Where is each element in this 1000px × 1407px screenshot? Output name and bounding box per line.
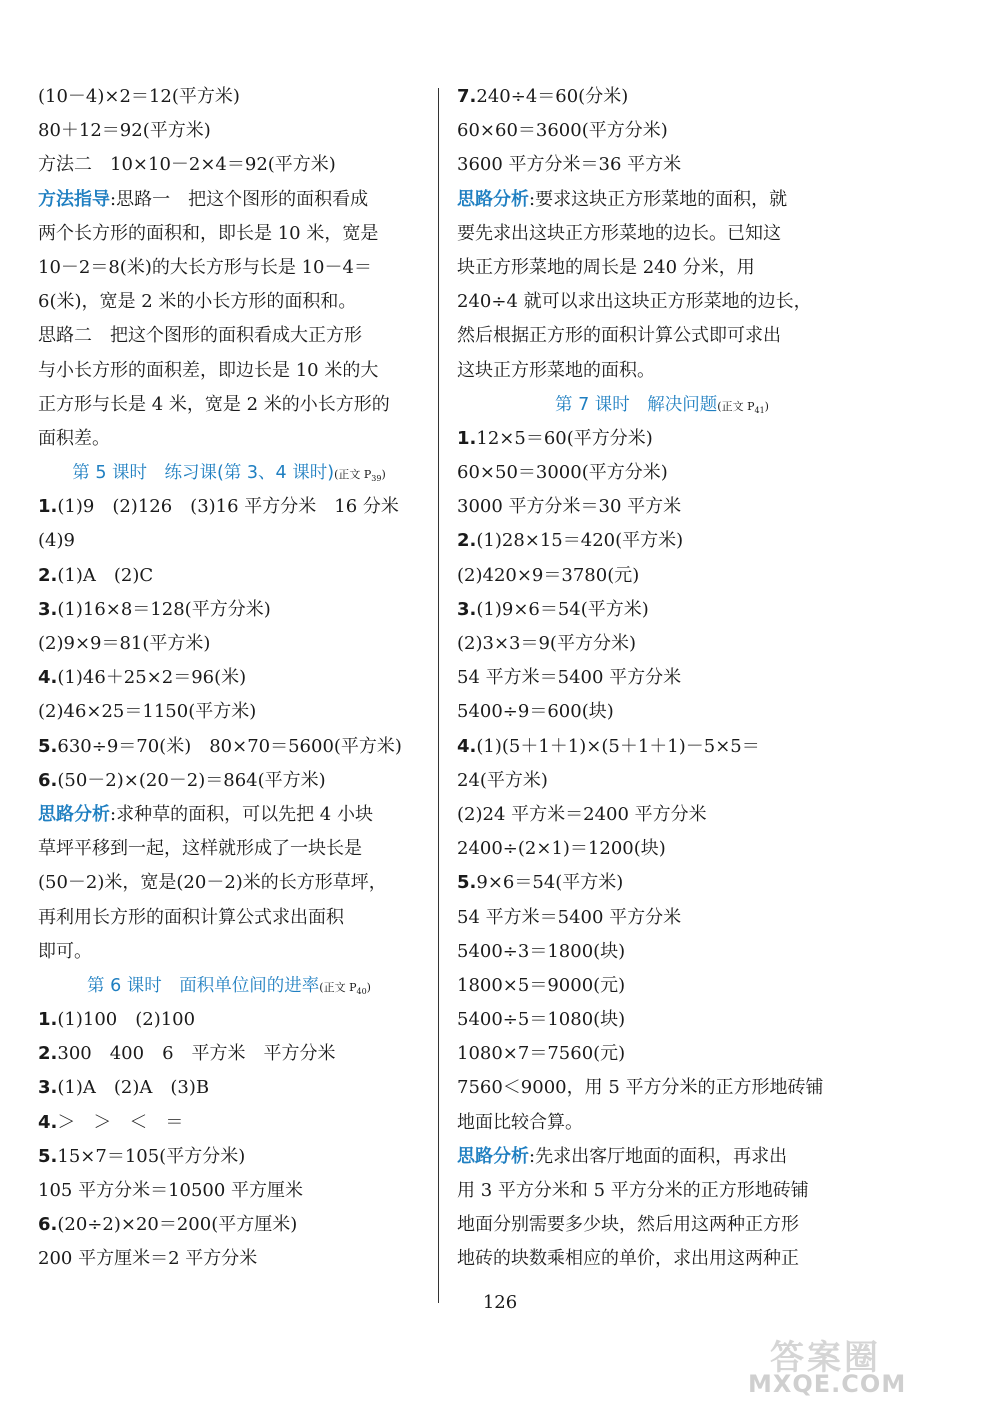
text-line: 24(平方米) [457,769,548,791]
text-line: 思路二 把这个图形的面积看成大正方形 [38,325,362,347]
answer-line [457,866,867,900]
analysis-text: :要求这块正方形菜地的面积，就 [529,188,788,210]
text-line: 地面比较合算。 [457,1111,583,1133]
answer-text: ＞ ＞ ＜ ＝ [57,1111,184,1133]
text-line: 6(米)，宽是 2 米的小长方形的面积和。 [38,291,357,313]
analysis-tag: 方法指导 [38,188,110,210]
analysis-text: :先求出客厅地面的面积，再求出 [529,1145,788,1167]
lesson-title: 第 7 课时 解决问题 [555,394,718,415]
page-number: 126 [482,1292,518,1313]
textbook-page-ref [334,468,386,484]
answer-text: (20÷2)×20＝200(平方厘米) [57,1214,298,1236]
answer-text: (1)9 (2)126 (3)16 平方分米 16 分米 [57,496,399,518]
answer-line [457,422,867,456]
text-line: 然后根据正方形的面积计算公式即可求出 [457,325,781,347]
watermark-logo [730,1330,990,1400]
answer-line [38,593,420,627]
text-line: (2)3×3＝9(平方分米) [457,633,636,654]
answer-line [38,730,420,764]
question-number: 1. [38,1009,58,1031]
ref-suffix: ) [764,399,769,413]
text-line: 要先求出这块正方形菜地的边长。已知这 [457,222,781,244]
text-line: 7560＜9000，用 5 平方分米的正方形地砖铺 [457,1077,824,1099]
text-line: 地面分别需要多少块，然后用这两种正方形 [457,1214,799,1236]
text-line: 这块正方形菜地的面积。 [457,359,655,381]
text-line: 面积差。 [38,427,110,449]
text-line: 3600 平方分米＝36 平方米 [457,154,682,176]
answer-text: (1)16×8＝128(平方分米) [57,598,271,620]
answer-line [38,490,420,524]
column-divider [438,88,439,1303]
text-line: 再利用长方形的面积计算公式求出面积 [38,906,344,928]
textbook-page-ref [319,980,371,997]
question-number: 4. [457,735,477,757]
lesson-title: 第 5 课时 练习课(第 3、4 课时) [72,463,335,484]
lesson-heading [38,969,420,1003]
question-number: 5. [38,735,58,757]
lesson-heading [457,388,867,422]
analysis-tag: 思路分析 [457,1145,529,1167]
answer-line [38,1037,420,1071]
answer-line [38,1106,420,1140]
text-line: 方法二 10×10－2×4＝92(平方米) [38,154,336,176]
question-number: 6. [38,769,58,791]
text-line: (2)46×25＝1150(平方米) [38,701,257,723]
ref-page-number: 41 [754,405,765,415]
ref-prefix: (正文 P [334,468,372,482]
ref-prefix: (正文 P [319,980,357,994]
answer-text: 300 400 6 平方米 平方分米 [57,1043,336,1065]
text-line: 5400÷3＝1800(块) [457,940,626,962]
answer-text: (1)9×6＝54(平方米) [476,598,649,620]
text-line: 地砖的块数乘相应的单价，求出用这两种正 [457,1248,799,1270]
text-line: 200 平方厘米＝2 平方分米 [38,1248,258,1270]
answer-text: (1)100 (2)100 [57,1009,196,1031]
text-line: 1080×7＝7560(元) [457,1043,626,1065]
answer-line [38,559,420,593]
answer-text: (1)A (2)A (3)B [57,1077,210,1099]
answer-text: (50－2)×(20－2)＝864(平方米) [57,769,326,791]
text-line: 105 平方分米＝10500 平方厘米 [38,1180,304,1201]
question-number: 5. [38,1145,58,1167]
answer-line [38,661,420,695]
answer-text: 630÷9＝70(米) 80×70＝5600(平方米) [57,735,402,757]
text-line: 用 3 平方分米和 5 平方分米的正方形地砖铺 [457,1180,809,1201]
analysis-line [457,1140,867,1174]
text-line: 2400÷(2×1)＝1200(块) [457,838,666,860]
analysis-line [457,183,867,217]
answer-text: (1)46＋25×2＝96(米) [57,667,247,689]
lesson-heading [38,456,420,490]
question-number: 1. [457,427,477,449]
right-column [457,80,867,1277]
ref-page-number: 39 [371,474,382,484]
text-line: 块正方形菜地的周长是 240 分米，用 [457,256,755,278]
answer-line [38,764,420,798]
answer-line [38,1071,420,1105]
text-line: 即可。 [38,940,92,962]
question-number: 5. [457,872,477,894]
question-number: 4. [38,1111,58,1133]
text-line: (50－2)米，宽是(20－2)米的长方形草坪， [38,872,387,894]
text-line: 正方形与长是 4 米，宽是 2 米的小长方形的 [38,393,390,415]
text-line: 与小长方形的面积差，即边长是 10 米的大 [38,359,379,381]
analysis-line [38,183,420,217]
text-line: 5400÷5＝1080(块) [457,1009,626,1031]
text-line: (2)24 平方米＝2400 平方分米 [457,803,707,825]
answer-text: 240÷4＝60(分米) [476,86,629,107]
ref-page-number: 40 [356,987,367,997]
question-number: 2. [38,564,58,586]
ref-suffix: ) [366,980,371,994]
question-number: 3. [38,1077,58,1099]
answer-text: (1)(5＋1＋1)×(5＋1＋1)－5×5＝ [476,735,760,757]
text-line: (2)420×9＝3780(元) [457,564,640,586]
answer-text: (1)A (2)C [57,564,154,586]
answer-text: 12×5＝60(平方分米) [476,427,653,449]
question-number: 3. [38,598,58,620]
text-line: 两个长方形的面积和，即长是 10 米，宽是 [38,222,379,244]
question-number: 7. [457,86,477,107]
text-line: 3000 平方分米＝30 平方米 [457,496,682,518]
analysis-text: :求种草的面积，可以先把 4 小块 [110,803,373,825]
analysis-tag: 思路分析 [38,803,110,825]
answer-line [457,730,867,764]
left-column [38,80,420,1277]
text-line: (2)9×9＝81(平方米) [38,633,211,654]
question-number: 3. [457,598,477,620]
answer-text: (1)28×15＝420(平方米) [476,530,684,552]
text-line: 60×50＝3000(平方分米) [457,462,668,484]
answer-text: 15×7＝105(平方分米) [57,1145,246,1167]
question-number: 4. [38,667,58,689]
analysis-text: :思路一 把这个图形的面积看成 [110,188,369,210]
answer-line [38,1208,420,1242]
text-line: 54 平方米＝5400 平方分米 [457,667,682,689]
watermark-logo-text: 答案圈 [770,1338,881,1378]
answer-line [457,524,867,558]
answer-text: 9×6＝54(平方米) [476,872,624,894]
answer-line [38,1140,420,1174]
question-number: 6. [38,1214,58,1236]
text-line: 草坪平移到一起，这样就形成了一块长是 [38,838,362,860]
answer-line [457,80,867,114]
lesson-title: 第 6 课时 面积单位间的进率 [87,975,320,996]
text-line: 1800×5＝9000(元) [457,974,626,996]
text-line: 80＋12＝92(平方米) [38,120,211,142]
text-line: (10－4)×2＝12(平方米) [38,86,240,107]
analysis-line [38,798,420,832]
text-line: 240÷4 就可以求出这块正方形菜地的边长， [457,291,812,313]
ref-prefix: (正文 P [717,399,755,413]
watermark-site-text: MXQE.COM [748,1370,907,1398]
text-line: (4)9 [38,530,75,552]
textbook-page-ref [717,400,769,413]
text-line: 60×60＝3600(平方分米) [457,120,668,142]
ref-suffix: ) [381,468,386,482]
text-line: 54 平方米＝5400 平方分米 [457,906,682,928]
answer-line [457,593,867,627]
analysis-tag: 思路分析 [457,188,529,210]
question-number: 2. [38,1043,58,1065]
question-number: 2. [457,530,477,552]
answer-line [38,1003,420,1037]
text-line: 10－2＝8(米)的大长方形与长是 10－4＝ [38,256,372,278]
question-number: 1. [38,496,58,518]
text-line: 5400÷9＝600(块) [457,701,614,723]
